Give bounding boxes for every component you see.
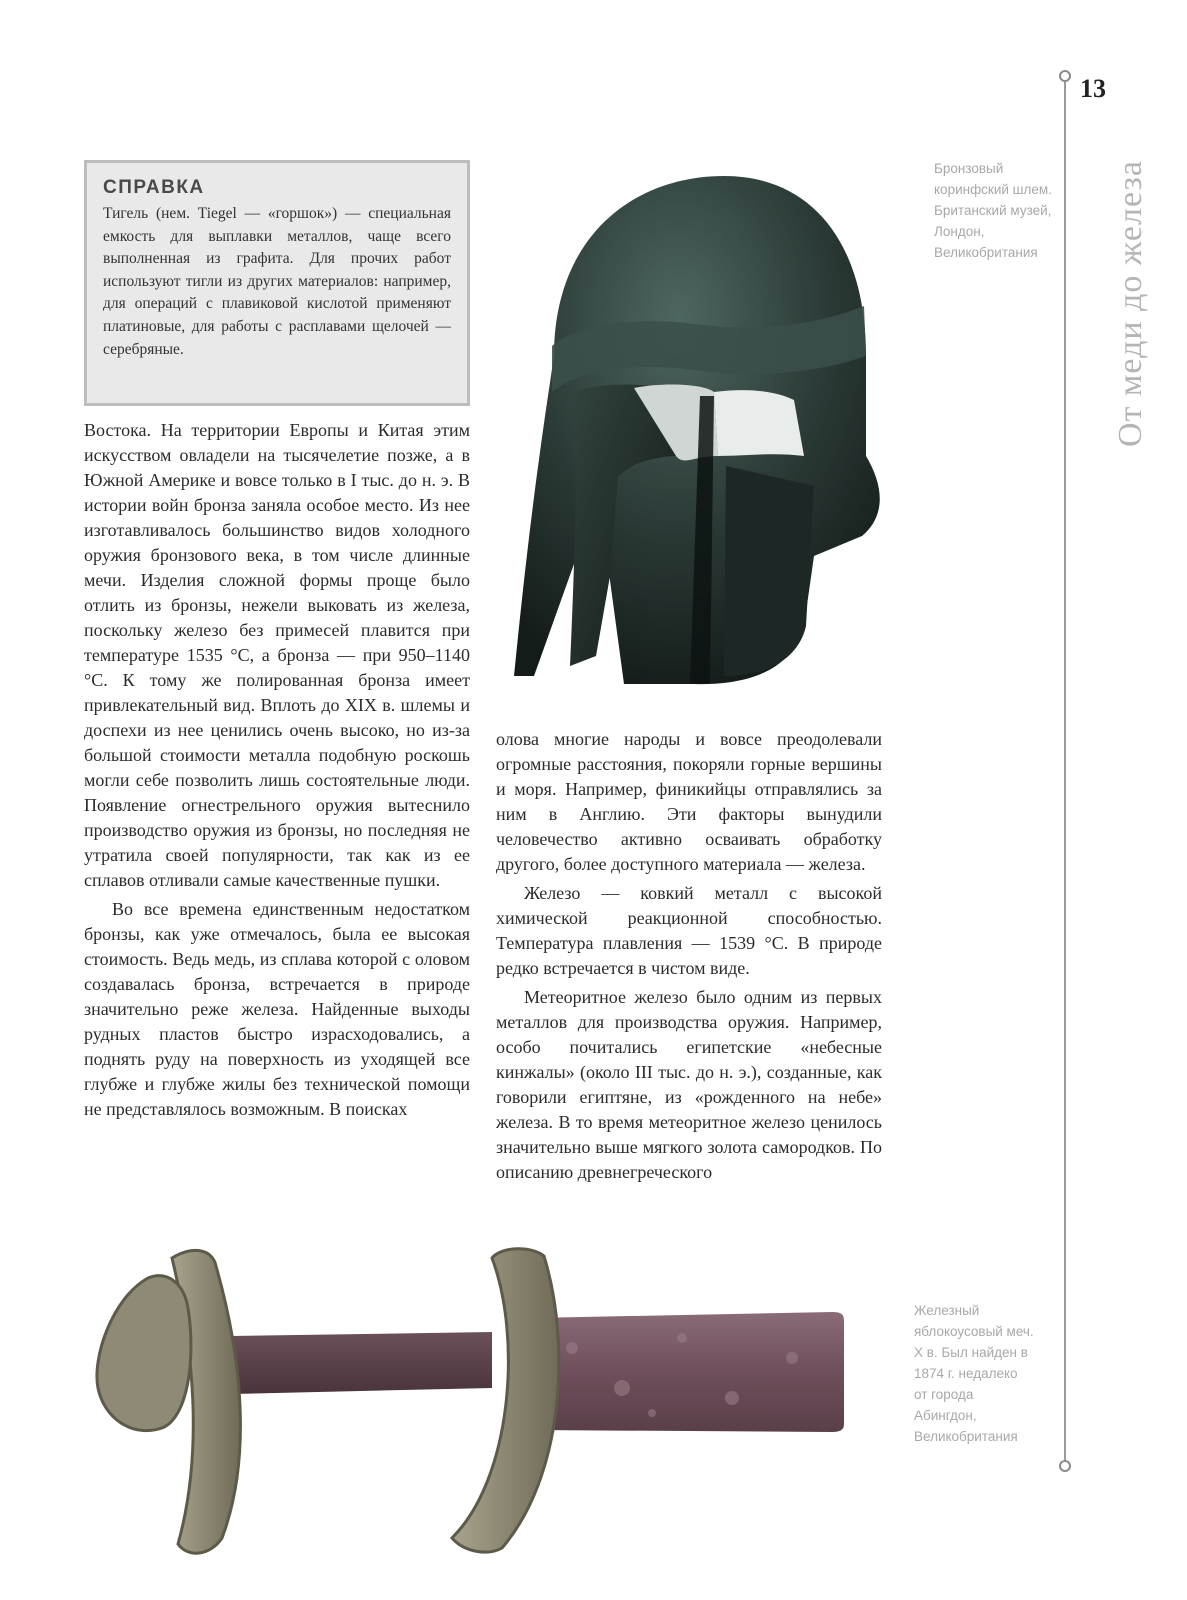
paragraph: Железо — ковкий металл с высокой химической реакционной способностью. Температура плавления — 1539 °С. В природе редко встречается в чистом виде. [496,883,882,978]
paragraph: Во все времена единственным недостатком бронзы, как уже отмечалось, была ее высокая стоимость. Ведь медь, из сплава которой с оловом создавалась бронза, встречается в природе значительно реже железа. Найденные выходы рудных пластов быстро израсходовались, а поднять руду на поверхность из уходящей все глубже и глубже жилы без технической помощи не представлялось возможным. В поисках [84,899,470,1119]
rule-dot-top [1059,70,1071,82]
side-rule [1064,76,1066,1468]
helmet-image [514,156,900,708]
sword-caption: Железный яблокоусовый меч. X в. Был найден в 1874 г. недалеко от города Абингдон, Великобритания [914,1303,1034,1444]
note-title: СПРАВКА [103,177,205,198]
helmet-caption: Бронзовый коринфский шлем. Британский музей, Лондон, Великобритания [934,161,1052,260]
page-number: 13 [1080,74,1106,103]
note-text: Тигель (нем. Tiegel — «горшок») — специальная емкость для выплавки металлов, чаще всего выполненная из графита. Для прочих работ используют тигли из других материалов: например, для операций с плавиковой кислотой применяют платиновые, для работы с расплавами щелочей — серебряные. [103,205,451,358]
text-column-left [84,418,470,1230]
running-title: От меди до железа [1112,160,1149,447]
text-column-right [496,727,882,1230]
paragraph: Метеоритное железо было одним из первых металлов для производства оружия. Например, особо почитались египетские «небесные кинжалы» (около III тыс. до н. э.), созданные, как говорили египтяне, из «рожденного на небе» железа. В то время метеоритное железо ценилось значительно выше мягкого золота самородков. По описанию древнегреческого [496,987,882,1182]
reference-note [84,160,470,406]
paragraph: олова многие народы и вовсе преодолевали огромные расстояния, покоряли горные вершины и моря. Например, финикийцы отправлялись за ним в Англию. Эти факторы вынудили человечество активно осваивать обработку другого, более доступного материала — железа. [496,729,882,874]
paragraph: Востока. На территории Европы и Китая этим искусством овладели на тысячелетие позже, а в Южной Америке и вовсе только в I тыс. до н. э. В истории войн бронза заняла особое место. Из нее изготавливалось большинство видов холодного оружия бронзового века, в том числе длинные мечи. Изделия сложной формы проще было отлить из бронзы, нежели выковать из железа, поскольку железо без примесей плавится при температуре 1535 °С, а бронза — при 950–1140 °С. К тому же полированная бронза имеет привлекательный вид. Вплоть до XIX в. шлемы и доспехи из нее ценились очень высоко, но из-за большой стоимости металла подобную роскошь могли себе позволить лишь состоятельные люди. Появление огнестрельного оружия вытеснило производство оружия из бронзы, но последняя не утратила своей популярности, так как из ее сплавов отливали самые качественные пушки. [84,420,470,890]
sword-image [92,1238,872,1568]
rule-dot-bottom [1059,1460,1071,1472]
